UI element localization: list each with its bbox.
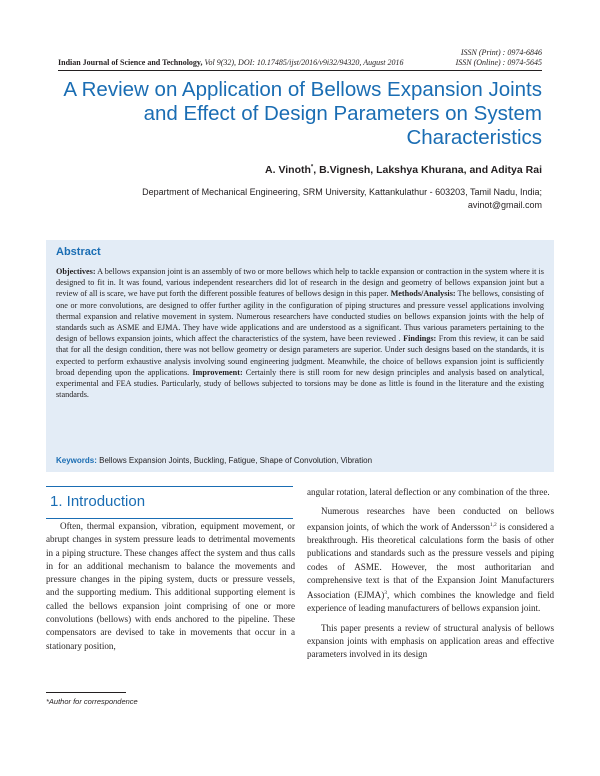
citation-ref: 1,2	[489, 521, 497, 528]
affiliation: Department of Mechanical Engineering, SRM University, Kattankulathur - 603203, Tamil Nadu, India; avinot@gmail.com	[142, 187, 542, 210]
keywords	[56, 456, 544, 465]
other-authors: , B.Vignesh, Lakshya Khurana, and Aditya Rai	[313, 164, 542, 176]
citation-ref: 3	[384, 590, 387, 597]
findings-text: From this review, it can be said that for all the design condition, there was not bellow geometry or design parameters are superior. Under such designs based on the standards, it is expected to perform exhaustive analysis involving sound engineering judgment. Meanwhile, the choice of bellows expansion joint is sufficiently broad depending upon the applications.	[56, 334, 544, 377]
journal-details: Vol 9(32), DOI: 10.17485/ijst/2016/v9i32/94320, August 2016	[204, 58, 404, 67]
author-list	[265, 164, 542, 176]
journal-name: Indian Journal of Science and Technology,	[58, 58, 203, 67]
keywords-text: Bellows Expansion Joints, Buckling, Fatigue, Shape of Convolution, Vibration	[96, 456, 373, 465]
issn-print: ISSN (Print) : 0974-6846	[460, 48, 542, 57]
issn-online: ISSN (Online) : 0974-5645	[455, 58, 542, 67]
intro-paragraph-2	[307, 505, 554, 615]
methods-text: The bellows, consisting of one or more convolutions, are designed to offer further agility in the configuration of piping structures and pressure vessel applications involving thermal expansion and relative movement in system. Numerous researchers have conducted studies on bellows expansion joints with the help of standards such as ASME and EJMA. They have wide applications and are understood as a significant. Thus various parameters pertaining to the design of bellows expansion joints, which affect the characteristics of the system, have been reviewed .	[56, 289, 544, 344]
abstract-heading: Abstract	[56, 246, 101, 258]
header-rule	[58, 70, 542, 71]
p2-text-b: is considered a breakthrough. His theoretical calculations form the basis of other publications and standards such as the pressure vessels and piping codes of ASME. However, the most authoritarian and comprehensive text is that of the Expansion Joint Manufacturers Association (EJMA)	[307, 521, 554, 601]
footnote-rule	[46, 692, 126, 693]
journal-citation	[58, 58, 403, 67]
corresponding-mark: *	[310, 164, 314, 171]
paper-title: A Review on Application of Bellows Expansion Joints and Effect of Design Parameters on System Characteristics	[63, 78, 542, 149]
objectives-text: A bellows expansion joint is an assembly of two or more bellows which help to tackle expansion or contraction in the system where it is designed to fit in. It was found, various independent researchers did lot of research in the design and geometry of bellows expansion joint but a review of all is scare, we have put forth the different possible features of bellows design in this paper.	[56, 267, 544, 299]
abstract-text	[56, 266, 544, 400]
right-column	[307, 486, 554, 662]
first-author: A. Vinoth	[265, 164, 311, 176]
intro-paragraph-1: Often, thermal expansion, vibration, equipment movement, or abrupt changes in system pressure leads to detrimental movements in a piping structure. These changes affect the system and thus calls in for an additional mechanism to balance the movements and pressure changes in the piping system, ducts or pressure vessels, and the supporting medium. This additional supporting element is called the bellows expansion joint comprising of one or more convolutions (bellows) with ends anchored to the pipeline. These compensators are devised to take in movements that occur in a stationary position,	[46, 521, 295, 651]
findings-label: Findings:	[403, 334, 437, 344]
introduction-heading: 1. Introduction	[46, 486, 293, 519]
methods-label: Methods/Analysis:	[390, 289, 456, 299]
intro-continuation: angular rotation, lateral deflection or any combination of the three.	[307, 487, 550, 497]
keywords-label: Keywords:	[56, 456, 97, 465]
issn-block	[456, 48, 542, 68]
improvement-label: Improvement:	[192, 367, 243, 377]
objectives-label: Objectives:	[56, 267, 96, 276]
improvement-text: Certainly there is still room for new design principles and analysis based on analytical, experimental and FEA studies. Particularly, study of bellows subjected to torsions may be done as little is found in the literature and the existing standards.	[56, 367, 545, 400]
p2-text-c: , which combines the knowledge and field experience of leading manufacturers of bellows expansion joint.	[307, 590, 555, 614]
left-column	[46, 520, 295, 653]
intro-paragraph-3: This paper presents a review of structural analysis of bellows expansion joints with emphasis on application areas and effective parameters involved in its design	[307, 622, 554, 660]
footnote: *Author for correspondence	[46, 697, 138, 706]
p2-text-a: Numerous researches have been conducted on bellows expansion joints, of which the work of Andersson	[307, 506, 554, 532]
